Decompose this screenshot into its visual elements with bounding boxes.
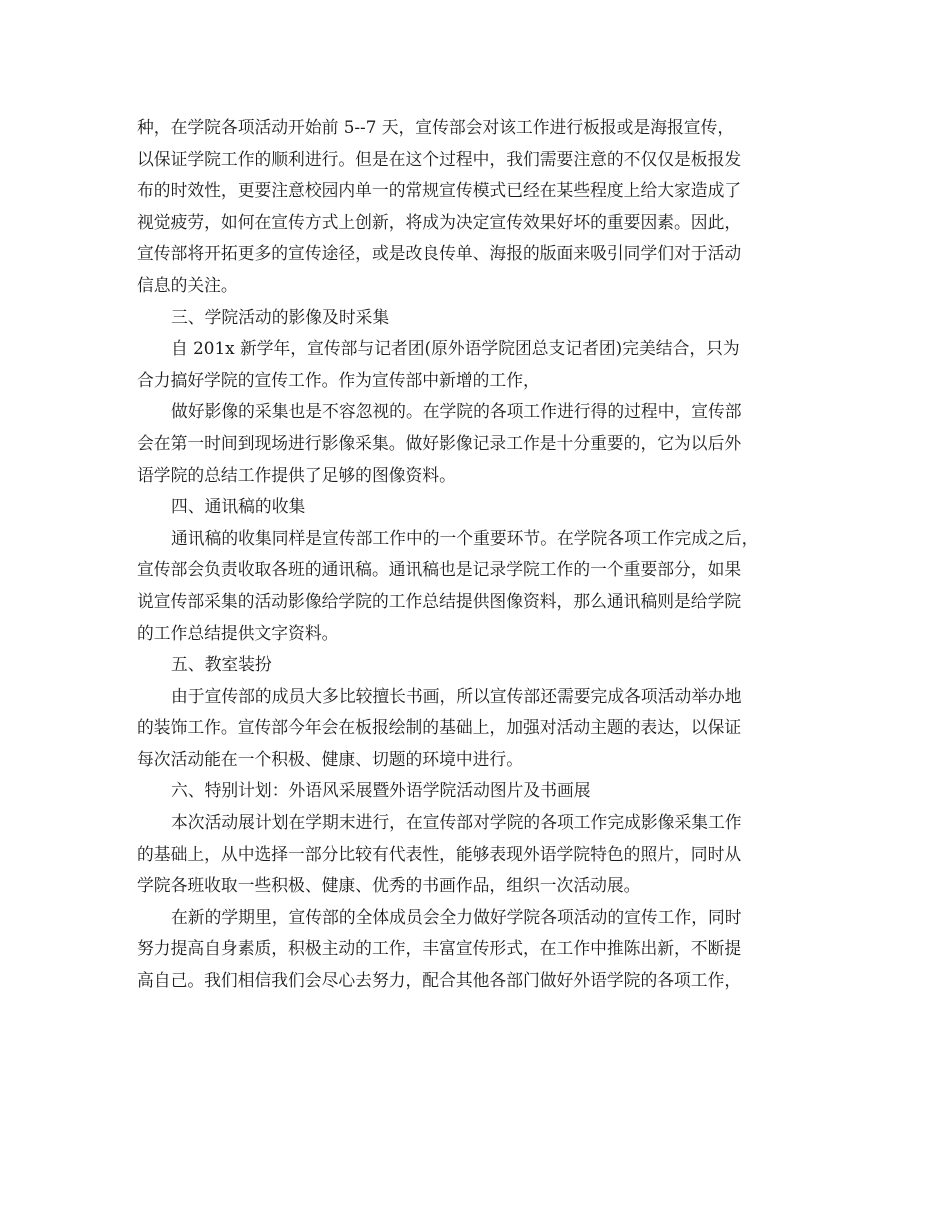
text-line: 种，在学院各项活动开始前 5--7 天，宣传部会对该工作进行板报或是海报宣传，: [137, 117, 735, 137]
paragraph: [137, 333, 813, 396]
paragraph: [137, 523, 813, 649]
text-line: 学院各班收取一些积极、健康、优秀的书画作品，组织一次活动展。: [137, 875, 641, 896]
paragraph: [137, 807, 813, 902]
paragraph: [137, 112, 813, 302]
section-heading: [137, 302, 813, 334]
text-line: 语学院的总结工作提供了足够的图像资料。: [137, 464, 456, 485]
section-heading: [137, 649, 813, 681]
paragraph: [137, 396, 813, 491]
text-line: 在新的学期里，宣传部的全体成员会全力做好学院各项活动的宣传工作，同时: [171, 906, 742, 927]
text-line: 会在第一时间到现场进行影像采集。做好影像记录工作是十分重要的，它为以后外: [137, 432, 742, 453]
text-line: 由于宣传部的成员大多比较擅长书画，所以宣传部还需要完成各项活动举办地: [171, 685, 742, 706]
text-line: 自 201x 新学年，宣传部与记者团(原外语学院团总支记者团)完美结合，只为: [171, 338, 740, 359]
text-line: 宣传部会负责收取各班的通讯稿。通讯稿也是记录学院工作的一个重要部分，如果: [137, 559, 742, 580]
text-line: 努力提高自身素质，积极主动的工作，丰富宣传形式，在工作中推陈出新，不断提: [137, 938, 742, 959]
text-line: 的基础上，从中选择一部分比较有代表性，能够表现外语学院特色的照片，同时从: [137, 843, 742, 864]
paragraph: [137, 902, 813, 997]
text-line: 合力搞好学院的宣传工作。作为宣传部中新增的工作，: [137, 369, 540, 390]
section-heading: [137, 775, 813, 807]
document-body: [137, 112, 813, 997]
text-line: 通讯稿的收集同样是宣传部工作中的一个重要环节。在学院各项工作完成之后，: [171, 527, 759, 548]
text-line: 的装饰工作。宣传部今年会在板报绘制的基础上，加强对活动主题的表达，以保证: [137, 717, 742, 738]
text-line: 本次活动展计划在学期末进行，在宣传部对学院的各项工作完成影像采集工作: [171, 812, 742, 833]
text-line: 宣传部将开拓更多的宣传途径，或是改良传单、海报的版面来吸引同学们对于活动: [137, 243, 742, 264]
text-line: 六、特别计划：外语风采展暨外语学院活动图片及书画展: [171, 780, 591, 801]
paragraph: [137, 681, 813, 776]
text-line: 布的时效性，更要注意校园内单一的常规宣传模式已经在某些程度上给大家造成了: [137, 180, 742, 201]
text-line: 高自己。我们相信我们会尽心去努力，配合其他各部门做好外语学院的各项工作，: [137, 970, 742, 991]
text-line: 五、教室装扮: [171, 654, 272, 675]
text-line: 以保证学院工作的顺利进行。但是在这个过程中，我们需要注意的不仅仅是板报发: [137, 148, 742, 169]
text-line: 三、学院活动的影像及时采集: [171, 306, 390, 327]
text-line: 的工作总结提供文字资料。: [137, 622, 339, 643]
text-line: 每次活动能在一个积极、健康、切题的环境中进行。: [137, 748, 523, 769]
text-line: 四、通讯稿的收集: [171, 496, 306, 517]
text-line: 视觉疲劳，如何在宣传方式上创新，将成为决定宣传效果好坏的重要因素。因此，: [137, 211, 742, 232]
text-line: 说宣传部采集的活动影像给学院的工作总结提供图像资料，那么通讯稿则是给学院: [137, 590, 742, 611]
text-line: 做好影像的采集也是不容忽视的。在学院的各项工作进行得的过程中，宣传部: [171, 401, 742, 422]
text-line: 信息的关注。: [137, 274, 238, 295]
section-heading: [137, 491, 813, 523]
